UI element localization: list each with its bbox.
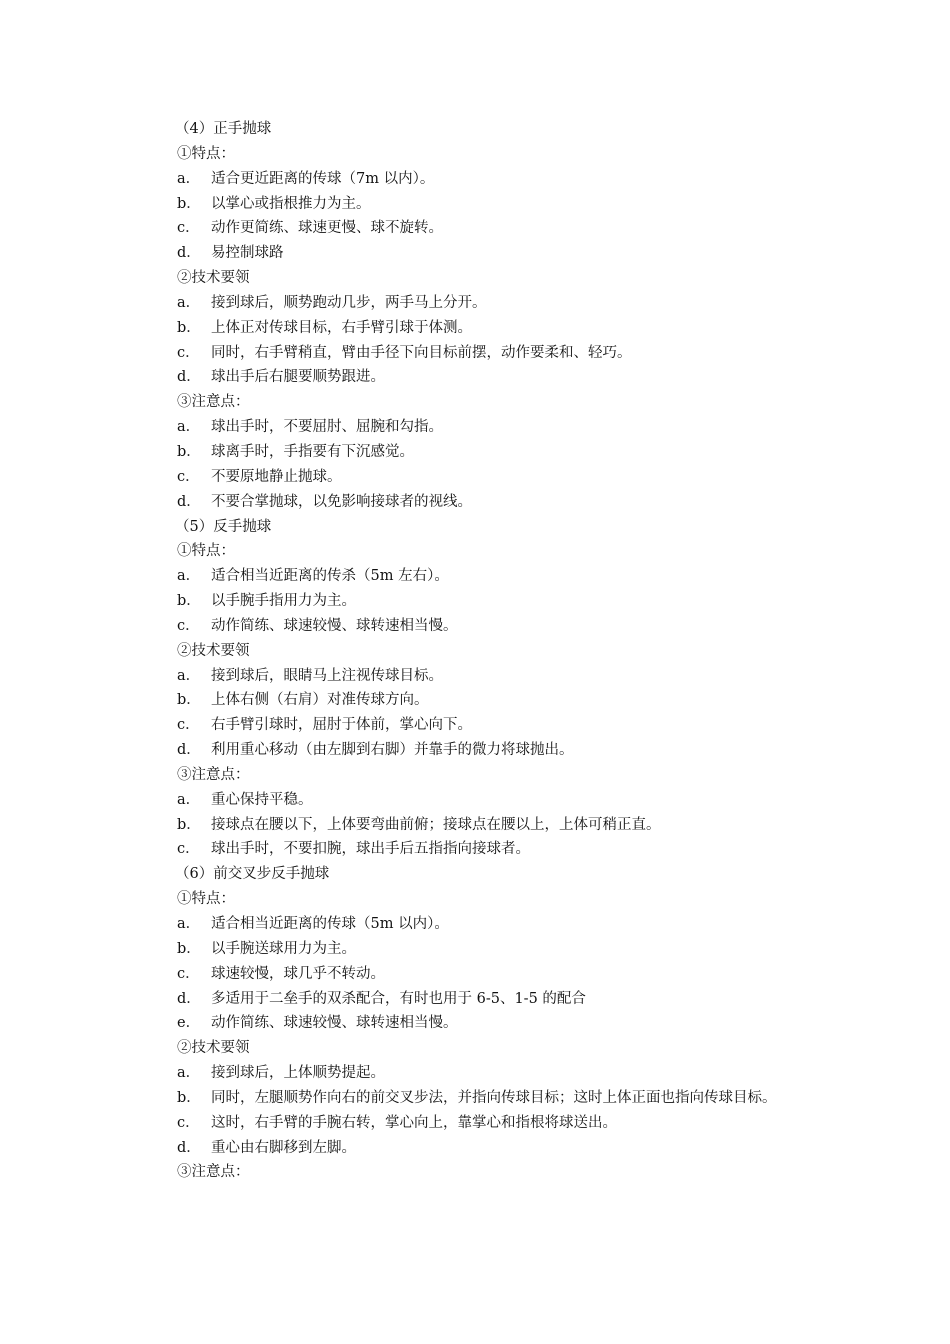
subsection-heading: ②技术要领 (177, 1040, 250, 1057)
list-item (145, 962, 810, 987)
list-item-text: 上体右侧（右肩）对准传球方向。 (211, 692, 429, 709)
list-item-text: 右手臂引球时，屈肘于体前，掌心向下。 (211, 717, 472, 734)
list-item-marker: e． (177, 1015, 201, 1032)
list-item-marker: c． (177, 468, 200, 485)
list-item-marker: a． (177, 419, 201, 436)
list-item-marker: d． (177, 493, 201, 510)
list-item (145, 216, 810, 241)
list-item-marker: d． (177, 245, 201, 262)
subsection-heading: ①特点： (177, 891, 235, 908)
list-item-marker: b． (177, 692, 201, 709)
list-item (145, 788, 810, 813)
list-item-text: 适合相当近距离的传杀（5m 左右）。 (211, 568, 449, 585)
list-item-text: 上体正对传球目标，右手臂引球于体测。 (211, 319, 472, 336)
list-item (145, 415, 810, 440)
list-item-marker: a． (177, 170, 201, 187)
section-heading: （4）正手抛球 (175, 121, 272, 137)
subsection-heading: ①特点： (177, 145, 235, 162)
subsection-heading: ①特点： (177, 543, 235, 560)
list-item-text: 这时，右手臂的手腕右转，掌心向上，靠掌心和指根将球送出。 (211, 1114, 617, 1131)
list-item-text: 易控制球路 (211, 245, 284, 262)
subsection-heading: ②技术要领 (177, 642, 250, 659)
list-item-text: 重心由右脚移到左脚。 (211, 1139, 356, 1156)
list-item-marker: a． (177, 1065, 201, 1082)
list-item-marker: c． (177, 717, 200, 734)
list-item-marker: b． (177, 443, 201, 460)
list-item-text: 适合相当近距离的传球（5m 以内）。 (211, 916, 449, 932)
list-item (145, 837, 810, 862)
list-item-text: 球出手后右腿要顺势跟进。 (211, 369, 385, 386)
list-item-marker: c． (177, 1114, 200, 1131)
list-item (145, 688, 810, 713)
list-item-marker: c． (177, 617, 200, 634)
list-item (145, 440, 810, 465)
list-item (145, 664, 810, 689)
list-item-marker: c． (177, 965, 200, 982)
list-item-text: 接球点在腰以下，上体要弯曲前俯；接球点在腰以上，上体可稍正直。 (211, 816, 661, 833)
list-item-marker: b． (177, 319, 201, 336)
list-item (145, 365, 810, 390)
list-item (145, 614, 810, 639)
list-item (145, 738, 810, 763)
list-item-marker: c． (177, 344, 200, 361)
list-item-text: 同时，左腿顺势作向右的前交叉步法，并指向传球目标；这时上体正面也指向传球目标。 (211, 1089, 777, 1106)
list-item (145, 1061, 810, 1086)
list-item-marker: a． (177, 791, 201, 808)
list-item-marker: b． (177, 816, 201, 833)
list-item-marker: d． (177, 990, 201, 1007)
list-item (145, 316, 810, 341)
list-item (145, 564, 810, 589)
list-item (145, 813, 810, 838)
list-item-text: 以手腕送球用力为主。 (211, 940, 356, 957)
subsection-heading: ②技术要领 (177, 270, 250, 287)
list-item-marker: a． (177, 667, 201, 684)
section-heading: （5）反手抛球 (175, 518, 272, 535)
list-item-text: 球速较慢，球几乎不转动。 (211, 965, 385, 982)
list-item (145, 241, 810, 266)
list-item (145, 341, 810, 366)
list-item-marker: d． (177, 369, 201, 386)
list-item (145, 490, 810, 515)
list-item-text: 动作简练、球速较慢、球转速相当慢。 (211, 1015, 458, 1032)
list-item-text: 以掌心或指根推力为主。 (211, 195, 371, 212)
list-item-marker: d． (177, 1139, 201, 1156)
list-item (145, 1086, 810, 1111)
list-item (145, 291, 810, 316)
document-body (145, 117, 810, 1185)
list-item (145, 1136, 810, 1161)
list-item-marker: a． (177, 916, 201, 932)
list-item-text: 接到球后，上体顺势提起。 (211, 1065, 385, 1082)
list-item-text: 球出手时，不要屈肘、屈腕和勾指。 (211, 419, 443, 436)
list-item-text: 多适用于二垒手的双杀配合，有时也用于 6-5、1-5 的配合 (211, 990, 586, 1007)
list-item-text: 动作更简练、球速更慢、球不旋转。 (211, 220, 443, 237)
list-item-marker: b． (177, 1089, 201, 1106)
list-item (145, 167, 810, 192)
list-item (145, 1111, 810, 1136)
list-item-marker: c． (177, 841, 200, 858)
list-item (145, 1011, 810, 1036)
list-item-marker: b． (177, 195, 201, 212)
subsection-heading: ③注意点： (177, 394, 250, 411)
list-item-text: 球出手时，不要扣腕，球出手后五指指向接球者。 (211, 841, 530, 858)
list-item-text: 同时，右手臂稍直，臂由手径下向目标前摆，动作要柔和、轻巧。 (211, 344, 632, 361)
list-item-marker: c． (177, 220, 200, 237)
subsection-heading: ③注意点： (177, 1164, 250, 1181)
list-item-text: 以手腕手指用力为主。 (211, 593, 356, 610)
list-item (145, 465, 810, 490)
list-item-marker: d． (177, 742, 201, 759)
list-item-marker: b． (177, 940, 201, 957)
list-item-marker: b． (177, 593, 201, 610)
list-item-text: 接到球后，眼睛马上注视传球目标。 (211, 667, 443, 684)
list-item-text: 利用重心移动（由左脚到右脚）并靠手的微力将球抛出。 (211, 742, 574, 759)
list-item (145, 589, 810, 614)
list-item (145, 937, 810, 962)
list-item (145, 713, 810, 738)
list-item-text: 适合更近距离的传球（7m 以内）。 (211, 170, 435, 187)
list-item-text: 动作简练、球速较慢、球转速相当慢。 (211, 617, 458, 634)
list-item-text: 接到球后，顺势跑动几步，两手马上分开。 (211, 294, 487, 311)
list-item-marker: a． (177, 294, 201, 311)
list-item (145, 987, 810, 1012)
list-item-text: 重心保持平稳。 (211, 791, 313, 808)
list-item-text: 球离手时，手指要有下沉感觉。 (211, 443, 414, 460)
list-item-text: 不要合掌抛球，以免影响接球者的视线。 (211, 493, 472, 510)
subsection-heading: ③注意点： (177, 766, 250, 783)
section-heading: （6）前交叉步反手抛球 (175, 866, 330, 883)
list-item (145, 192, 810, 217)
list-item-text: 不要原地静止抛球。 (211, 468, 342, 485)
list-item-marker: a． (177, 568, 201, 585)
list-item (145, 912, 810, 937)
